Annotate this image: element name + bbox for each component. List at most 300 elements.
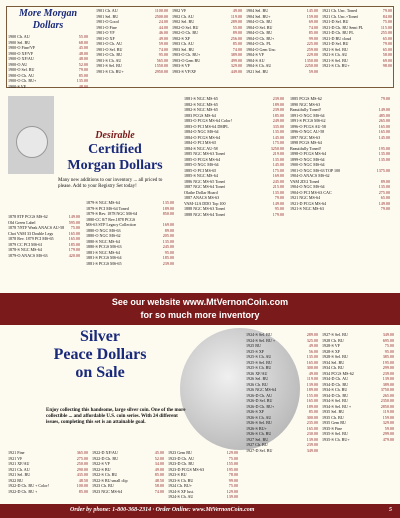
coin-name: 1921 Ch. Unc.+Toned [322,13,359,19]
peace-col-3 [168,450,238,500]
coin-price: 55.00 [78,34,88,39]
coin-price: 74.00 [232,46,242,52]
morgan-col-2 [96,8,168,74]
coin-name: 1924-S Ch. AU [168,494,194,499]
coin-name: 1880-O NGC MS-63 [86,227,121,233]
coin-name: 1922-D XF/AU [92,450,118,455]
coin-name: 1921 Sel. BU [8,472,31,477]
coin-name: 1921-D Sel. BU [322,19,349,24]
coin-price: 229.00 [306,52,318,57]
coin-price: 59.00 [308,68,318,74]
coin-price: 135.00 [162,238,174,244]
banner-line-1: See our website www.MtVernonCoin.com [111,297,289,307]
coin-price: 135.00 [272,156,284,162]
coin-price: 195.00 [378,145,390,151]
coin-price: 175.00 [272,167,284,173]
coin-price: 139.00 [226,494,238,499]
coin-price: 49.00 [308,343,318,348]
coin-name: 1881-S NGC MS-65 [184,96,218,101]
coin-name: 1922-S BU [92,466,111,472]
page-number: 5 [389,507,392,513]
coin-name: 1878-S NGC MS-64 [8,247,42,252]
morgan-col-1 [8,34,88,89]
coin-price: 85.00 [78,488,88,494]
coin-name: 1927-D Sel. BU [246,447,273,453]
coin-price: 389.00 [382,381,394,387]
coin-price: 65.00 [382,46,392,52]
coin-price: 135.00 [378,184,390,189]
coin-price: 48.50 [154,477,164,483]
coin-name: 1921 Ch. Unc. Toned [322,8,358,13]
coin-price: 2500.00 [154,13,168,19]
coin-price: 1100.00 [154,8,168,13]
coin-price: 135.00 [378,156,390,162]
coin-name: 1928 Ch. BU [322,337,344,343]
coin-name: 1904-O Ch. BU [246,30,273,35]
coin-price: 3750.00 [380,387,394,392]
coin-name: 1923-D Ch. AU [168,455,195,461]
coin-name: 1928-S VF [322,343,341,348]
coin-price: 1350.00 [304,57,318,63]
coin-price: 225.00 [306,41,318,46]
coin-price: 135.00 [162,200,174,205]
coin-price: 195.00 [382,359,394,365]
coin-price: 299.00 [382,431,394,436]
coin-name: 1900-O XF/VF [8,50,34,56]
coin-name: 1904-O NGC MS-64 [290,184,325,189]
coin-name: 1901-S Ch. AU [96,57,122,63]
coin-price: 119.00 [306,376,318,381]
coin-name: 1900 Ch. AU [8,34,30,39]
coin-price: 95.00 [384,348,394,354]
coin-name: 1878 8TF PCGS MS-62 [8,214,48,219]
coin-price: 205.00 [162,233,174,238]
coin-price: 69.00 [382,57,392,63]
coin-price: 135.00 [76,78,88,83]
coin-name: 1934 Ch. BU [322,365,344,370]
coin-price: 149.00 [378,200,390,206]
coin-price: 2350.00 [380,398,394,403]
coin-price: 149.00 [68,214,80,219]
coin-name: 1904-S VF [246,52,265,57]
coin-name: 1885 PCGS MS-62 [290,96,322,101]
peace-col-1 [8,450,88,494]
coin-price: 239.00 [306,442,318,447]
coin-price: 185.00 [162,255,174,260]
coin-price: 385.00 [382,354,394,359]
coin-price: 69.00 [308,19,318,24]
coin-price: 165.00 [378,123,390,129]
coin-price: 49.00 [308,370,318,376]
coin-name: 1901 Sel. BU [96,13,119,19]
coin-price: 149.00 [378,107,390,112]
coin-name: 1904-S Ch. AU [246,63,272,68]
price-row [246,448,318,454]
coin-price: 135.00 [378,151,390,156]
coin-name: 1900-O NGC MS-64 [290,162,325,167]
coin-name: 1885-O PCI MS-65 [184,167,217,173]
coin-price: 239.00 [272,107,284,112]
coin-price: 48.00 [78,83,88,89]
coin-name: 1901-S Sel. BU [96,63,122,68]
coin-name: 1890 NGC MS-63 [290,101,321,107]
coin-name: 1880-O NGC MS-62 [86,233,121,238]
coin-price: 275.00 [378,189,390,195]
coin-name: 1935-S Ch. BU+ [322,436,350,442]
coin-name: 1935 Sel. BU [322,409,345,414]
coin-price: 499.00 [230,57,242,63]
coin-name: 1885-O PCGS MS-64 [184,156,221,162]
coin-price: 165.00 [306,425,318,431]
coin-price: 289.00 [306,332,318,337]
coin-name: 1883-O PCGS MS-64 Color! [184,118,232,123]
coin-price: 2850.00 [380,403,394,409]
coin-name: 1921-S Ch. BU+ [322,63,350,68]
coin-name: VAM 2D/2 Toned [290,178,320,184]
coin-price: 165.00 [306,398,318,403]
coin-price: 259.00 [306,46,318,52]
coin-name: 1934-S Sel. BU [322,398,348,403]
coin-name: 1921 Sel. BU [246,68,269,74]
coin-name: 1884-S NGC AU-58 [184,145,218,151]
coin-price: 3250.00 [270,145,284,151]
coin-name: 1884-O NGC MS-64 [184,129,219,134]
morgan-col-3 [172,8,242,74]
coin-price: 99.00 [228,477,238,483]
coin-price: 245.00 [272,178,284,184]
coin-price: 52.00 [78,61,88,67]
coin-name: 1904-S AU [246,57,265,63]
coin-price: 275.00 [76,455,88,461]
coin-price: 239.00 [162,260,174,266]
coin-price: 98.00 [382,63,392,68]
coin-name: 1879-S NGC MS-64 [86,200,120,205]
coin-name: 1880-S NGC MS-64 [86,238,120,244]
price-row [290,206,390,212]
coin-name: 1921-D PCGS MS-64 [290,200,327,206]
coin-price: 179.00 [68,247,80,252]
coin-name: 1901-O NGC MS-63 TOP 100 [290,167,341,173]
coin-name: 1901-O VF [96,30,115,35]
coin-name: 1925-S Ch. BU [246,365,272,370]
coin-price: 255.00 [380,30,392,35]
coin-name: 1879-S Rev. 1878 NGC MS-64 [86,211,138,216]
coin-name: 1900-O Ch. BU+ [8,78,37,83]
morgan-section [0,0,400,92]
website-banner [0,293,400,325]
coin-price: 75.00 [228,483,238,488]
price-row [92,489,164,495]
coin-price: 145.00 [306,8,318,13]
coin-name: 1891-S PCGS MS-62 [290,118,326,123]
coin-name: 1900-O AU [8,61,28,67]
coin-price: 349.00 [382,332,394,337]
coin-name: 1885-S NGC MS-64 [184,173,218,178]
coin-price: 89.00 [164,227,174,233]
footer-order-text: Order by phone: 1-800-368-2314 · Order Online: www.MtVernonCoin.com [70,507,255,513]
coin-price: 79.00 [380,206,390,211]
coin-name: 1922-S BU small clip [92,477,128,483]
coin-name: 1903-S VF [172,63,191,68]
coin-price: 115.00 [380,24,392,30]
coin-price: 265.00 [382,392,394,398]
price-row [322,63,392,69]
coin-name: 1903 Sel. BU [172,46,195,52]
coin-price: 449.00 [230,68,242,74]
coin-price: 435.00 [76,472,88,477]
price-row [172,69,242,75]
coin-name: 1900-O Fine/VF [8,45,36,50]
coin-name: 1901-O Sel. BU [96,46,123,52]
coin-price: 420.00 [68,252,80,258]
coin-name: 1884-O PCI MS-65 [184,140,217,145]
coin-price: 45.00 [154,450,164,455]
coin-price: 52.00 [154,455,164,461]
coin-price: 300.00 [306,414,318,420]
coin-name: 1921 VF [8,455,23,461]
coin-name: 1928-S Sel. BU [322,354,348,359]
coin-name: 1921-S Sel. BU [322,46,348,52]
coin-name: 1924-S Sel. BU + [246,337,276,343]
coin-price: 79.00 [78,67,88,72]
coin-price: 100.00 [76,483,88,488]
coin-name: 1902 Sel. BU [172,19,195,24]
certified-title-3: Morgan Dollars [67,158,163,173]
coin-price: 129.00 [226,488,238,494]
coin-price: 75.00 [228,455,238,461]
price-row [96,69,168,75]
coin-name: 1903-O Gem BU [172,57,201,63]
peace-title-3: on Sale [75,364,125,381]
slab-photo [8,96,54,174]
coin-price: 289.00 [230,19,242,24]
coin-price: 1550.00 [154,63,168,68]
coin-name: 1921-D Sel. BU [322,41,349,46]
coin-price: 99.00 [308,35,318,41]
coin-name: 1924-S Sel. BU [246,332,272,337]
coin-name: 1934-S Ch. BU [322,387,348,392]
coin-name: 1925-S Sel. BU [246,359,272,365]
coin-name: 1922-D Ch. BU + [8,488,38,494]
coin-price: 2950.00 [154,68,168,74]
coin-price: 59.00 [158,41,168,46]
coin-name: 1926 NGC MS-64 [246,387,277,392]
coin-name: 1935-S Sel. BU [322,431,348,436]
banner-line-2: for so much more inventory [140,310,260,320]
coin-name: 1921-S Sel. BU [322,57,348,63]
coin-name: 1888 NGC MS-63 Toned [184,206,226,211]
coin-price: 349.00 [306,447,318,453]
coin-name: 1879-O ANACS MS-63 [8,252,48,258]
coin-name: 1935 Ch. BU [322,414,344,420]
coin-name: Beautifully Toned! [290,145,321,151]
coin-name: 1926-S Ch. AU [246,414,272,420]
coin-price: 89.00 [380,178,390,184]
coin-price: 329.00 [230,63,242,68]
coin-price: 329.00 [382,420,394,425]
coin-name: 1923 Gem BU [168,450,192,455]
coin-name: 1935 Gem BU [322,420,346,425]
coin-price: 145.00 [272,134,284,140]
coin-name: 1921-D Ch. BU Semi PL [322,24,364,30]
coin-price: 129.00 [226,450,238,455]
certified-title-2: Certified [88,142,142,157]
coin-price: 485.00 [378,112,390,118]
coin-price: 165.00 [68,236,80,241]
certified-title-1: Desirable [95,130,135,141]
coin-price: 55.00 [232,24,242,30]
coin-name: 1927 Sel. BU [246,436,269,442]
coin-name: 1926-S BU+ [246,425,267,431]
coin-price: 189.00 [306,403,318,409]
coin-name: 1880-S PCGS MS-63 [86,244,122,249]
coin-price: 75.00 [384,343,394,348]
coin-price: 165.00 [378,129,390,134]
coin-price: 256.00 [230,35,242,41]
coin-price: 65.00 [380,195,390,200]
coin-price: 59.00 [384,425,394,431]
coin-price: 85.00 [232,41,242,46]
price-row [322,437,394,443]
coin-name: 1925 BU [246,343,261,348]
coin-name: 1922-D Ch. BU + Color! [8,483,50,488]
coin-name: 1934-D Ch. BU [322,392,349,398]
coin-name: 1924 Ch. BU+ [168,483,193,488]
coin-price: 89.00 [232,30,242,35]
coin-price: 265.00 [378,118,390,123]
morgan-title: More Morgan Dollars [18,8,78,31]
coin-name: 1934-D Ch. AU [322,376,349,381]
coin-price: 49.00 [158,35,168,41]
coin-name: 1884-O PCGS MS-64 [184,134,221,140]
coin-price: 155.00 [306,392,318,398]
coin-name: 1926 Sel. BU [246,376,269,381]
coin-price: 239.00 [272,96,284,101]
coin-price: 159.00 [306,13,318,19]
coin-name: 1881-S PCGS MS-64 [86,255,122,260]
peace-intro: Enjoy collecting this handsome, large silver coin. One of the more collectible ... and affordable U.S. coin series. With 24 different issues, completing this set is an attainable goal. [46,408,186,425]
coin-price: 249.00 [272,118,284,123]
coin-price: 49.00 [154,466,164,472]
coin-name: 1901-O XF [96,35,115,41]
coin-price: 165.00 [68,230,80,236]
coin-price: 145.00 [378,134,390,140]
coin-name: 1898-O PCGS MS-64 [290,151,327,156]
peace-col-2 [92,450,164,494]
coin-price: 389.00 [230,52,242,57]
coin-price: 149.00 [272,200,284,206]
coin-name: 1883-O PCI MS-64 DMPL [184,123,229,129]
coin-name: 1904-O Ch. BU+ [246,35,275,41]
coin-price: 169.00 [162,222,174,227]
coin-price: 139.00 [306,436,318,442]
coin-name: 1882-S NGC MS-65 [184,101,218,107]
coin-price: 95.00 [158,52,168,57]
coin-price: 79.00 [382,8,392,13]
coin-price: 85.00 [308,30,318,35]
coin-name: 1887 ANACS MS-63 [184,195,220,200]
coin-price: 68.00 [78,39,88,45]
coin-name: 1904 Sel. BU [246,8,269,13]
coin-price: 325.00 [306,337,318,343]
coin-price: 48.50 [78,477,88,483]
coin-name: 1925-S XF [246,348,265,354]
coin-price: 189.00 [306,387,318,392]
coin-name: 1922-S Ch. BU [92,472,118,477]
coin-name: 1927-S Sel. BU [322,332,348,337]
coin-name: 1923 NGC MS-64 [92,488,123,494]
coin-price: 595.00 [68,219,80,225]
coin-name: 1901 Ch. AU [96,8,118,13]
coin-price: 48.00 [78,50,88,56]
coin-price: 185.00 [272,112,284,118]
coin-name: 1921-S NGC MS-63 [290,206,324,211]
coin-price: 34.00 [154,461,164,466]
coin-name: 1903-O Ch. BU+ [172,52,201,57]
coin-name: 1900 Sel. BU [8,39,31,45]
coin-name: 1902 Ch. AU [172,13,194,19]
coin-price: 56.00 [308,348,318,354]
peace-col-5 [322,332,394,442]
coin-price: 299.00 [382,365,394,370]
coin-name: 1926-D Sel. BU [246,398,273,403]
morgan-col-5 [322,8,392,69]
coin-name: 1934-S Sel. BU + [322,403,352,409]
coin-name: 1902 VF [172,8,187,13]
coin-price: 139.00 [382,376,394,381]
coin-name: 1878 Rev. 1879 PCI MS-65 [8,236,54,241]
page-footer [0,504,400,518]
peace-title-1: Silver [80,328,120,345]
coin-price: 45.00 [78,45,88,50]
coin-price: 145.00 [272,162,284,167]
coin-price: 49.00 [232,8,242,13]
coin-name: 1934 PCGS MS-62 [322,370,354,376]
coin-price: 300.00 [306,365,318,370]
coin-name: 1900-O Sel. BU [8,67,35,72]
peace-title-2: Peace Dollars [53,346,147,363]
coin-name: 1934-D Ch. BU [322,381,349,387]
coin-name: 1898 PCGS MS-64 [290,140,322,145]
certified-col-right-2 [290,96,390,212]
coin-name: 1886 NGC MS-65 Toned [184,178,226,184]
coin-name: 1904-O ANACS MS-62 [290,173,330,178]
coin-name: 1881-S NGC MS-64 [86,249,120,255]
coin-name: 1921 NGC MS-64 [290,195,321,200]
coin-name: Beautifully Toned! [290,107,321,112]
price-row [8,253,80,259]
coin-name: 1896-O PCGS AU-58 [290,123,326,129]
coin-name: 1887 NGC MS-64 Toned [184,184,226,189]
coin-price: 185.00 [68,241,80,247]
certified-intro: Many new additions to our inventory ... all priced to please. Add to your Registry Set today! [58,178,163,189]
coin-price: 135.00 [272,129,284,134]
coin-price: 58.00 [154,483,164,488]
coin-price: 135.00 [306,354,318,359]
coin-price: 79.00 [380,96,390,101]
coin-price: 119.00 [382,409,394,414]
certified-col-right-1 [184,96,284,217]
coin-price: 479.00 [382,436,394,442]
coin-price: 215.00 [272,184,284,189]
coin-name: 1923-S BU [168,472,187,477]
coin-name: 1901-S Ch. BU+ [96,68,124,74]
coin-name: 1901-O Fine [96,24,117,30]
coin-price: 119.00 [230,13,242,19]
coin-name: MS-63 STP Legacy Collection [86,222,137,227]
coin-price: 75.00 [382,19,392,24]
coin-name: 1923 Ch. BU [92,483,114,488]
